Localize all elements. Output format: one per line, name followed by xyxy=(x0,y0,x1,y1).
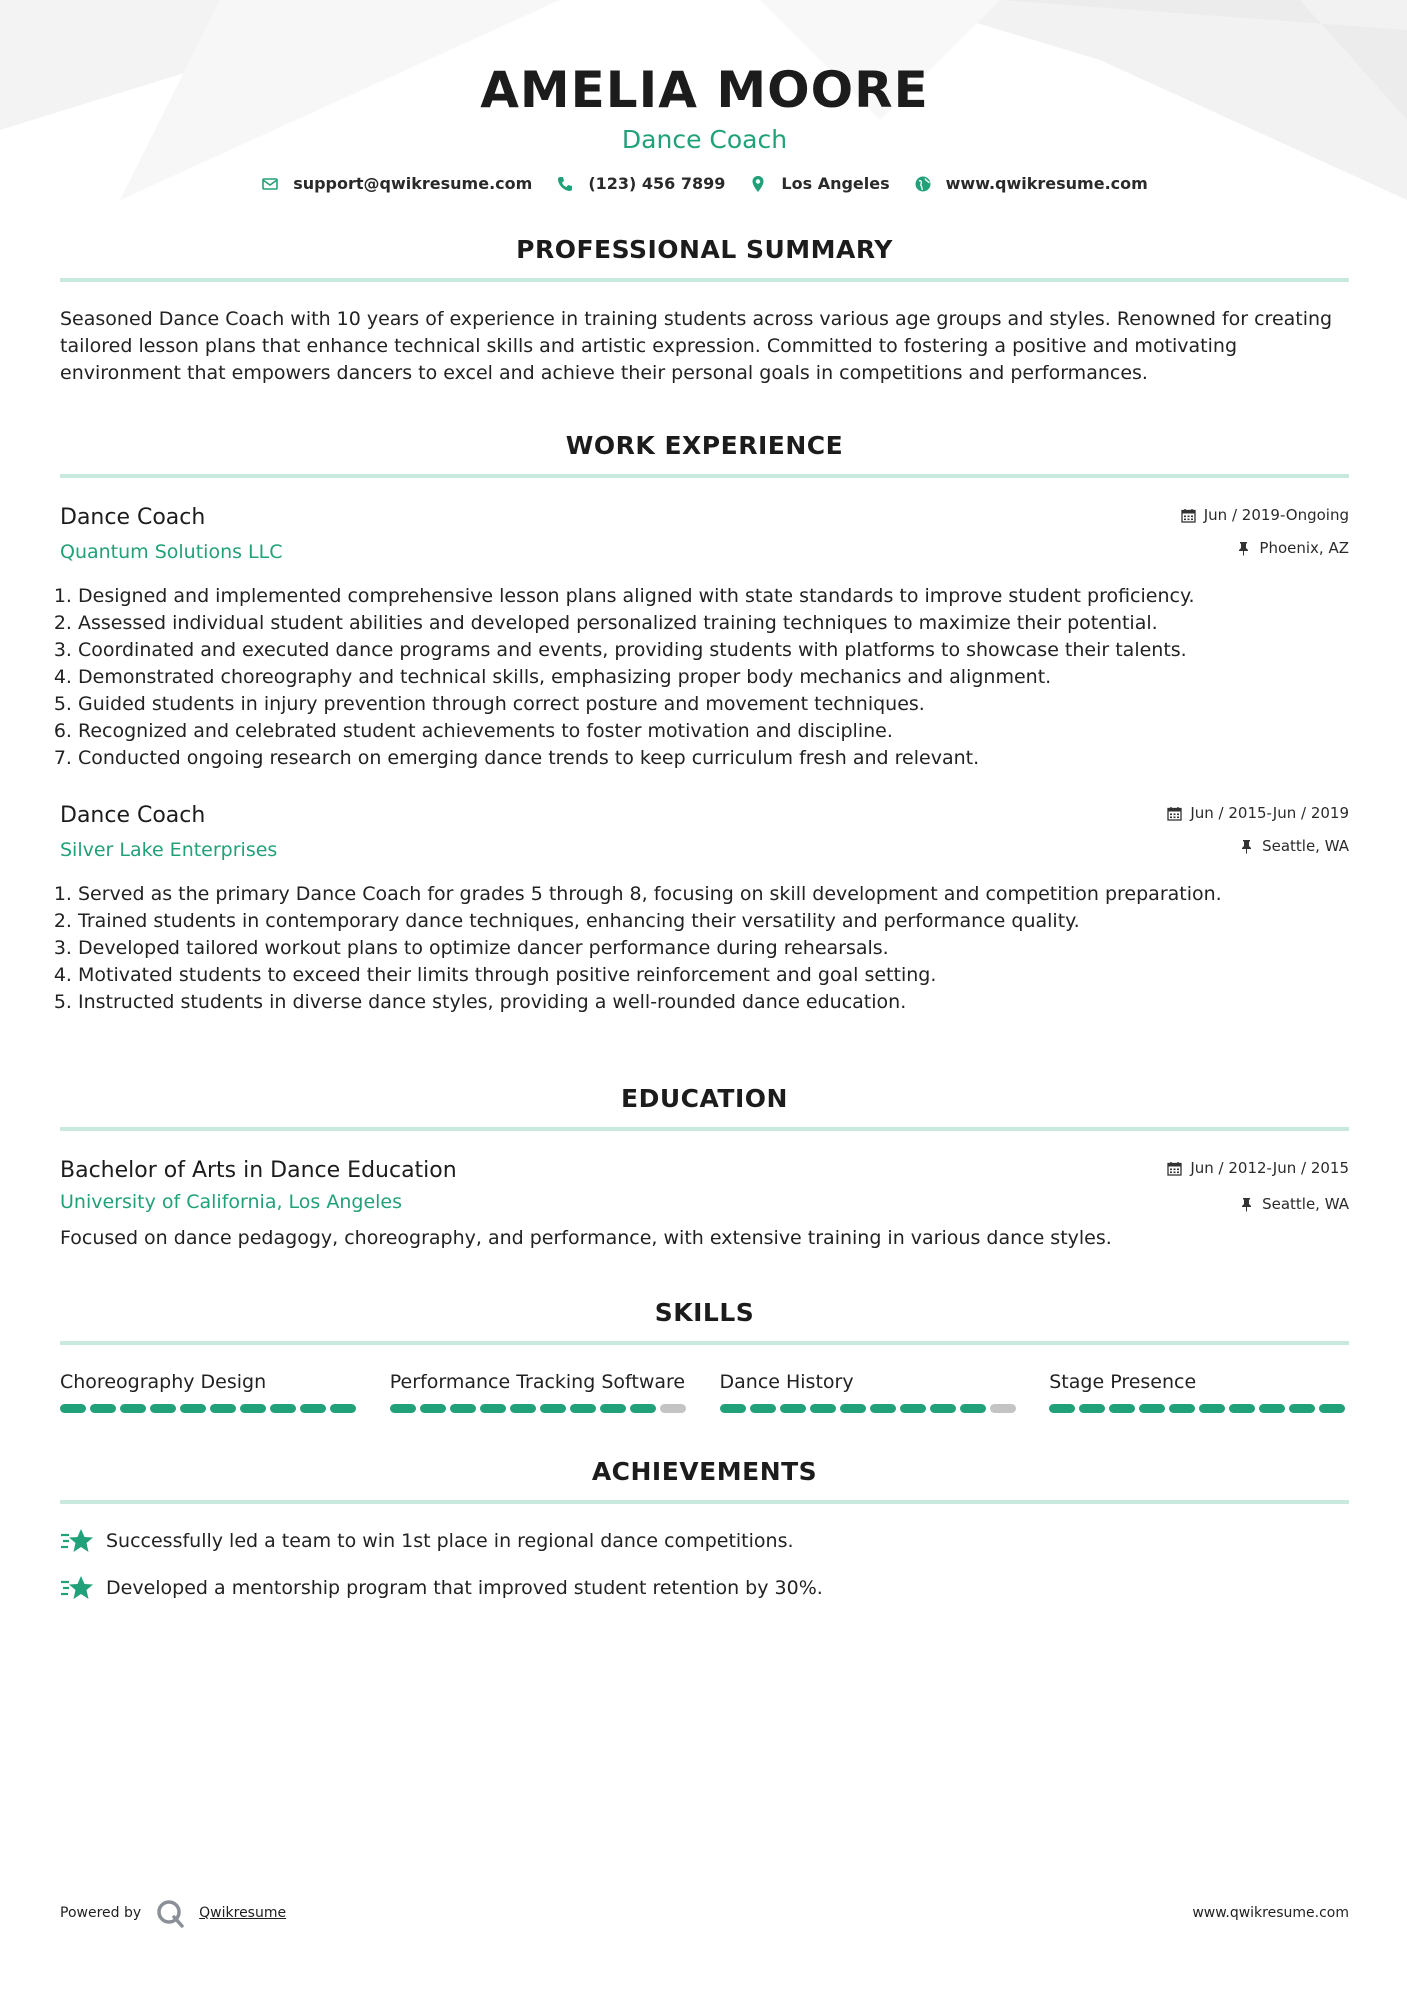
list-item: 2. Assessed individual student abilities and developed personalized training techniques to maximize their potential. xyxy=(78,610,1349,637)
skill-dot-empty xyxy=(660,1404,686,1413)
qwikresume-logo-icon xyxy=(155,1898,185,1928)
skill-rating xyxy=(1049,1404,1349,1413)
contact-website-text: www.qwikresume.com xyxy=(945,174,1148,193)
achievement-text: Successfully led a team to win 1st place in regional dance competitions. xyxy=(106,1529,794,1552)
skill-dot-filled xyxy=(720,1404,746,1413)
list-item: 6. Recognized and celebrated student achievements to foster motivation and discipline. xyxy=(78,718,1349,745)
pushpin-icon xyxy=(1236,541,1251,556)
skill-dot-filled xyxy=(570,1404,596,1413)
skill-dot-filled xyxy=(1229,1404,1255,1413)
skill-dot-filled xyxy=(1289,1404,1315,1413)
section-title-experience: WORK EXPERIENCE xyxy=(60,431,1349,478)
candidate-role: Dance Coach xyxy=(621,125,788,154)
skill-dot-filled xyxy=(180,1404,206,1413)
list-item: 1. Served as the primary Dance Coach for grades 5 through 8, focusing on skill development and competition preparation. xyxy=(78,881,1349,908)
skills-section xyxy=(60,1298,1349,1413)
section-title-skills: SKILLS xyxy=(60,1298,1349,1345)
school-name: University of California, Los Angeles xyxy=(60,1191,403,1213)
skill-dot-filled xyxy=(930,1404,956,1413)
skill-dot-filled xyxy=(390,1404,416,1413)
pushpin-icon xyxy=(1239,839,1254,854)
globe-icon xyxy=(914,175,932,193)
calendar-icon xyxy=(1167,1161,1182,1176)
list-item xyxy=(60,1573,1349,1603)
skill-dot-filled xyxy=(240,1404,266,1413)
skill-dot-filled xyxy=(1199,1404,1225,1413)
list-item: 4. Motivated students to exceed their limits through positive reinforcement and goal setting. xyxy=(78,962,1349,989)
achievement-text: Developed a mentorship program that improved student retention by 30%. xyxy=(106,1576,823,1599)
envelope-icon xyxy=(261,175,279,193)
list-item: 5. Guided students in injury prevention through correct posture and movement techniques. xyxy=(78,691,1349,718)
education-description: Focused on dance pedagogy, choreography, and performance, with extensive training in various dance styles. xyxy=(60,1227,1112,1249)
skill-dot-filled xyxy=(900,1404,926,1413)
contact-email[interactable] xyxy=(261,174,532,193)
contact-location-text: Los Angeles xyxy=(781,174,890,193)
list-item: 3. Coordinated and executed dance programs and events, providing students with platforms to showcase their talents. xyxy=(78,637,1349,664)
skill-dot-filled xyxy=(420,1404,446,1413)
education-section xyxy=(60,1084,1349,1252)
skill-dot-filled xyxy=(330,1404,356,1413)
contact-bar xyxy=(60,174,1349,193)
skill-dot-filled xyxy=(870,1404,896,1413)
list-item: 7. Conducted ongoing research on emerging dance trends to keep curriculum fresh and relevant. xyxy=(78,745,1349,772)
skill-dot-filled xyxy=(1259,1404,1285,1413)
list-item xyxy=(60,1526,1349,1556)
skill-name: Stage Presence xyxy=(1049,1371,1197,1393)
star-icon xyxy=(60,1526,94,1556)
skill-dot-filled xyxy=(1169,1404,1195,1413)
page-footer xyxy=(60,1898,1349,1928)
job-dates: Jun / 2015-Jun / 2019 xyxy=(1190,804,1349,822)
star-icon xyxy=(60,1573,94,1603)
map-pin-icon xyxy=(749,175,767,193)
job-location: Seattle, WA xyxy=(1262,837,1349,855)
list-item: 3. Developed tailored workout plans to optimize dancer performance during rehearsals. xyxy=(78,935,1349,962)
job-duties xyxy=(60,583,1349,772)
job-title: Dance Coach xyxy=(60,505,206,530)
achievements-list xyxy=(60,1526,1349,1603)
skill-dot-filled xyxy=(780,1404,806,1413)
powered-by-label: Powered by xyxy=(60,1905,142,1921)
skill-item xyxy=(720,1369,1020,1413)
section-title-achievements: ACHIEVEMENTS xyxy=(60,1457,1349,1504)
skill-dot-filled xyxy=(810,1404,836,1413)
skill-dot-filled xyxy=(210,1404,236,1413)
skill-dot-filled xyxy=(510,1404,536,1413)
education-entry xyxy=(60,1157,1349,1252)
list-item: 5. Instructed students in diverse dance styles, providing a well-rounded dance education. xyxy=(78,989,1349,1016)
skill-dot-filled xyxy=(450,1404,476,1413)
skill-name: Performance Tracking Software xyxy=(389,1371,686,1393)
contact-email-text: support@qwikresume.com xyxy=(293,174,533,193)
skill-item xyxy=(390,1369,690,1413)
skill-dot-filled xyxy=(1139,1404,1165,1413)
job-entry xyxy=(60,504,1349,772)
skill-rating xyxy=(390,1404,690,1413)
skill-name: Dance History xyxy=(719,1371,854,1393)
education-dates: Jun / 2012-Jun / 2015 xyxy=(1190,1159,1349,1177)
job-location: Phoenix, AZ xyxy=(1259,539,1349,557)
skill-dot-filled xyxy=(480,1404,506,1413)
skill-dot-filled xyxy=(150,1404,176,1413)
phone-icon xyxy=(556,175,574,193)
job-company: Silver Lake Enterprises xyxy=(60,839,278,861)
skill-dot-filled xyxy=(840,1404,866,1413)
skill-dot-filled xyxy=(1079,1404,1105,1413)
footer-website-link[interactable]: www.qwikresume.com xyxy=(1192,1905,1349,1921)
skill-dot-filled xyxy=(540,1404,566,1413)
candidate-name: AMELIA MOORE xyxy=(480,61,929,119)
skills-grid xyxy=(60,1369,1349,1413)
degree-title: Bachelor of Arts in Dance Education xyxy=(60,1158,457,1183)
skill-dot-filled xyxy=(90,1404,116,1413)
contact-location xyxy=(749,174,889,193)
skill-dot-filled xyxy=(960,1404,986,1413)
job-dates: Jun / 2019-Ongoing xyxy=(1203,506,1349,524)
job-company: Quantum Solutions LLC xyxy=(60,541,283,563)
job-title: Dance Coach xyxy=(60,803,206,828)
skill-dot-filled xyxy=(60,1404,86,1413)
job-entry xyxy=(60,802,1349,1016)
skill-rating xyxy=(60,1404,360,1413)
skill-dot-filled xyxy=(1049,1404,1075,1413)
skill-dot-filled xyxy=(630,1404,656,1413)
skill-dot-filled xyxy=(120,1404,146,1413)
section-title-education: EDUCATION xyxy=(60,1084,1349,1131)
resume-header xyxy=(60,0,1349,193)
skill-item xyxy=(1049,1369,1349,1413)
skill-dot-filled xyxy=(270,1404,296,1413)
list-item: 1. Designed and implemented comprehensive lesson plans aligned with state standards to improve student proficiency. xyxy=(78,583,1349,610)
skill-dot-filled xyxy=(750,1404,776,1413)
skill-item xyxy=(60,1369,360,1413)
skill-rating xyxy=(720,1404,1020,1413)
brand-link[interactable]: Qwikresume xyxy=(199,1905,287,1921)
skill-name: Choreography Design xyxy=(60,1371,267,1393)
contact-phone[interactable] xyxy=(556,174,725,193)
list-item: 4. Demonstrated choreography and technical skills, emphasizing proper body mechanics and alignment. xyxy=(78,664,1349,691)
skill-dot-filled xyxy=(600,1404,626,1413)
skill-dot-filled xyxy=(1319,1404,1345,1413)
summary-text: Seasoned Dance Coach with 10 years of experience in training students across various age groups and styles. Renowned for creating tailored lesson plans that enhance technical skills and artistic expression. Committed to fostering a positive and motivating environment that empowers dancers to excel and achieve their personal goals in competitions and performances. xyxy=(60,308,1333,384)
contact-phone-text: (123) 456 7899 xyxy=(588,174,726,193)
achievements-section xyxy=(60,1457,1349,1603)
experience-section xyxy=(60,431,1349,1016)
list-item: 2. Trained students in contemporary dance techniques, enhancing their versatility and performance quality. xyxy=(78,908,1349,935)
summary-section xyxy=(60,235,1349,387)
job-duties xyxy=(60,881,1349,1016)
calendar-icon xyxy=(1181,508,1196,523)
contact-website[interactable] xyxy=(914,174,1148,193)
skill-dot-empty xyxy=(990,1404,1016,1413)
skill-dot-filled xyxy=(300,1404,326,1413)
calendar-icon xyxy=(1167,806,1182,821)
education-location: Seattle, WA xyxy=(1262,1195,1349,1213)
skill-dot-filled xyxy=(1109,1404,1135,1413)
section-title-summary: PROFESSIONAL SUMMARY xyxy=(60,235,1349,282)
resume-page xyxy=(60,0,1349,1620)
pushpin-icon xyxy=(1239,1197,1254,1212)
